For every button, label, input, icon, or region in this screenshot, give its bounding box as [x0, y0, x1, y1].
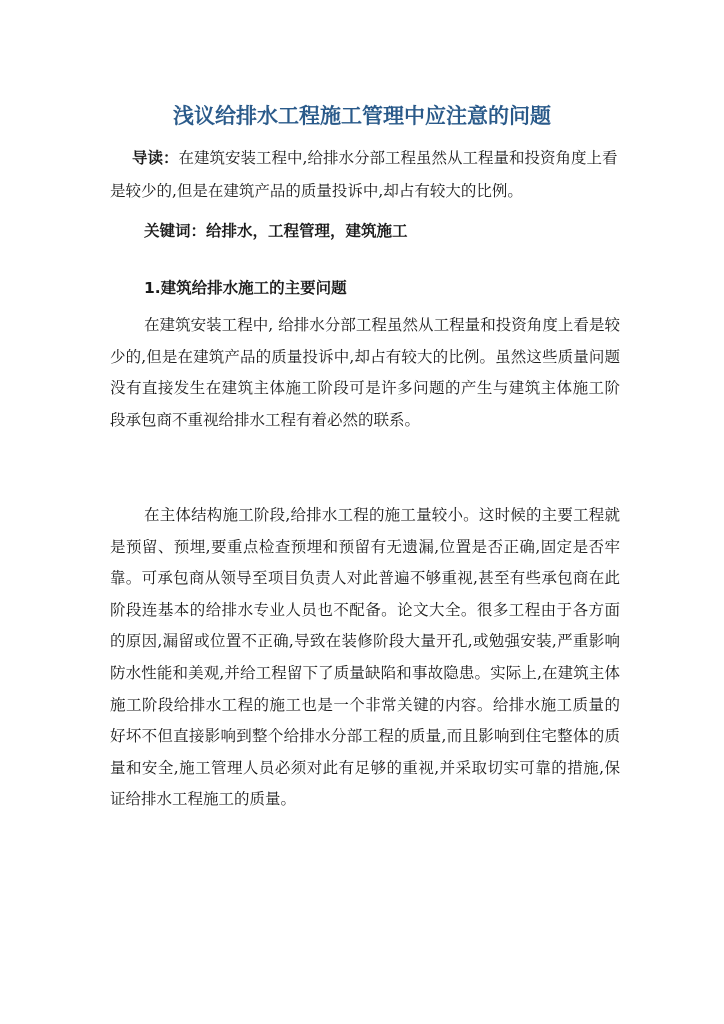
- intro-block: [110, 142, 620, 208]
- intro-lead-label: 导读：: [132, 149, 179, 167]
- body-paragraph: 在主体结构施工阶段,给排水工程的施工量较小。这时候的主要工程就是预留、预埋,要重点检查预埋和预留有无遗漏,位置是否正确,固定是否牢靠。可承包商从领导至项目负责人对此普遍不够重视,甚至有些承包商在此阶段连基本的给排水专业人员也不配备。论文大全。很多工程由于各方面的原因,漏留或位置不正确,导致在装修阶段大量开孔,或勉强安装,严重影响防水性能和美观,并给工程留下了质量缺陷和事故隐患。实际上,在建筑主体施工阶段给排水工程的施工也是一个非常关键的内容。给排水施工质量的好坏不但直接影响到整个给排水分部工程的质量,而且影响到住宅整体的质量和安全,施工管理人员必须对此有足够的重视,并采取切实可靠的措施,保证给排水工程施工的质量。: [110, 506, 620, 809]
- document-title: 浅议给排水工程施工管理中应注意的问题: [173, 104, 551, 128]
- section-heading: 1.建筑给排水施工的主要问题: [144, 279, 347, 297]
- body-paragraph: 在建筑安装工程中, 给排水分部工程虽然从工程量和投资角度上看是较少的,但是在建筑产品的质量投诉中,却占有较大的比例。虽然这些质量问题没有直接发生在建筑主体施工阶段可是许多问题的产生与建筑主体施工阶段承包商不重视给排水工程有着必然的联系。: [110, 316, 620, 429]
- keywords-line: 关键词：给排水，工程管理，建筑施工: [144, 222, 408, 240]
- intro-text: 在建筑安装工程中,给排水分部工程虽然从工程量和投资角度上看是较少的,但是在建筑产品的质量投诉中,却占有较大的比例。: [110, 149, 618, 200]
